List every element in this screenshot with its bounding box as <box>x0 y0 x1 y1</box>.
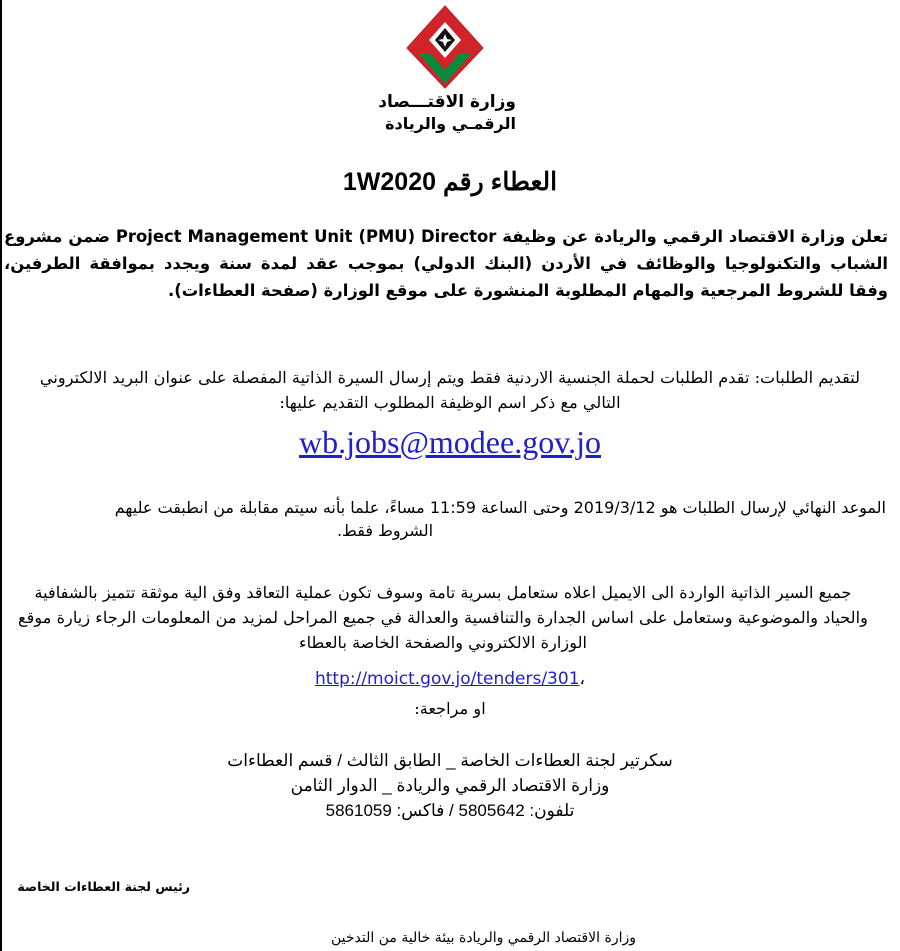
committee-chair-signature: رئيس لجنة العطاءات الخاصة <box>17 879 190 894</box>
address-line1: سكرتير لجنة العطاءات الخاصة _ الطابق الثالث / قسم العطاءات <box>227 751 673 770</box>
or-review-label: او مراجعة: <box>414 699 486 718</box>
tender-url-link[interactable]: http://moict.gov.jo/tenders/301 <box>314 669 580 689</box>
position-title: Project Management Unit (PMU) Director <box>115 227 497 246</box>
address-phone-fax: تلفون: 5805642 / فاكس: 5861059 <box>325 801 575 820</box>
ministry-logo-icon <box>405 4 485 90</box>
application-instructions: لتقديم الطلبات: تقدم الطلبات لحملة الجنسية الاردنية فقط ويتم إرسال السيرة الذاتية المفصلة على عنوان البريد الالكتروني التالي مع ذكر اسم الوظيفة المطلوب التقديم عليها: <box>39 368 861 412</box>
contact-address <box>0 748 900 823</box>
deadline-line2: الشروط فقط. <box>336 521 434 540</box>
deadline-line1: الموعد النهائي لإرسال الطلبات هو 2019/3/12 وحتى الساعة 11:59 مساءً، علما بأنه سيتم مقابلة من انطبقت عليهم <box>114 498 886 517</box>
tender-title: العطاء رقم 1W2020 <box>342 168 558 196</box>
address-line2: وزارة الاقتصاد الرقمي والريادة _ الدوار الثامن <box>290 776 610 795</box>
page-footer: وزارة الاقتصاد الرقمي والريادة بيئة خالية من التدخين <box>331 930 636 946</box>
announcement-body: ضمن مشروع الشباب والتكنولوجيا والوظائف في الأردن (البنك الدولي) بموجب عقد لمدة سنة ويجدد بموافقة الطرفين، وفقا للشروط المرجعية والمهام المطلوبة المنشورة على موقع الوزارة (صفحة العطاءات). <box>4 227 888 300</box>
application-email-link[interactable]: wb.jobs@modee.gov.jo <box>298 424 602 460</box>
url-suffix: ، <box>579 669 586 689</box>
tender-url-line <box>0 667 900 691</box>
announcement-prefix: تعلن وزارة الاقتصاد الرقمي والريادة عن وظيفة <box>502 227 888 246</box>
logo-text-line1: وزارة الاقتـــصاد <box>378 92 516 112</box>
logo-text-line2: الرقمـي والريادة <box>385 114 516 133</box>
confidentiality-paragraph: جميع السير الذاتية الواردة الى الايميل اعلاه ستعامل بسرية تامة وسوف تكون عملية التعاقد وفق الية موثقة تتميز بالشفافية والحياد والموضوعية وستعامل على اساس الجدارة والتنافسية والعدالة في جميع المراحل لمزيد من المعلومات الرجاء زيارة موقع الوزارة الالكتروني والصفحة الخاصة بالعطاء <box>18 583 868 652</box>
deadline-paragraph <box>4 496 886 542</box>
announcement-paragraph <box>4 223 888 304</box>
